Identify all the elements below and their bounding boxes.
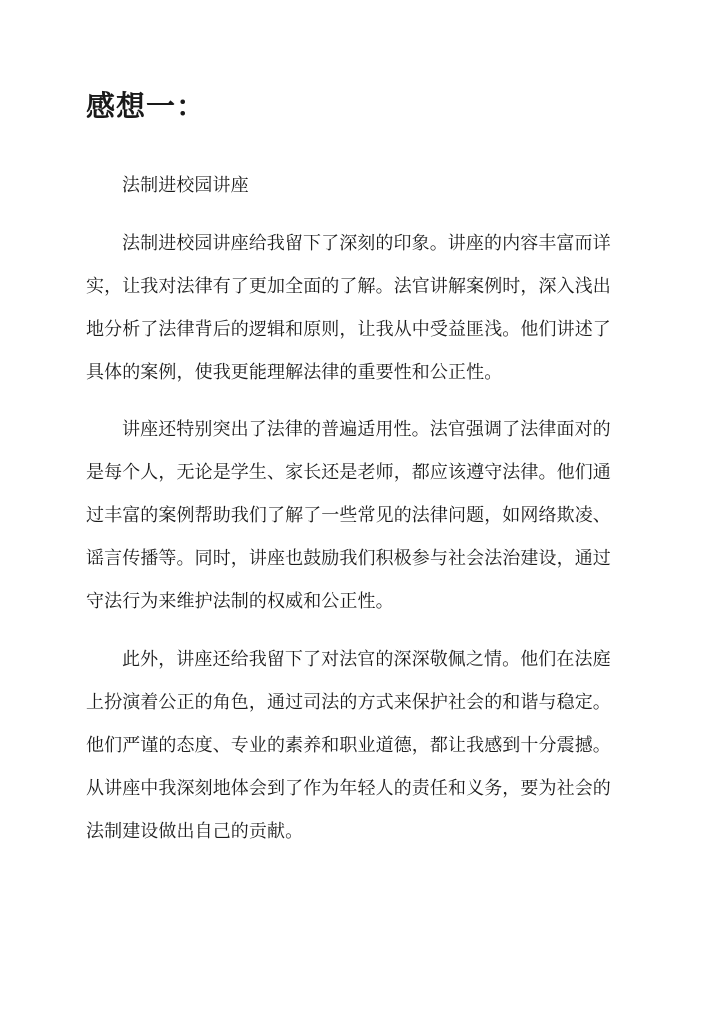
- paragraph-line: 讲座还特别突出了法律的普遍适用性。法官强调了法律面对的: [122, 419, 611, 440]
- paragraph-line: 过丰富的案例帮助我们了解了一些常见的法律问题，如网络欺凌、: [86, 505, 611, 526]
- paragraph-line: 从讲座中我深刻地体会到了作为年轻人的责任和义务，要为社会的: [86, 778, 611, 799]
- paragraph-line: 法制进校园讲座给我留下了深刻的印象。讲座的内容丰富而详: [122, 233, 611, 254]
- paragraph-line: 此外，讲座还给我留下了对法官的深深敬佩之情。他们在法庭: [122, 649, 611, 670]
- paragraph-line: 法制建设做出自己的贡献。: [86, 821, 304, 842]
- paragraph-line: 守法行为来维护法制的权威和公正性。: [86, 591, 394, 612]
- paragraph-line: 是每个人，无论是学生、家长还是老师，都应该遵守法律。他们通: [86, 462, 611, 483]
- paragraph-line: 谣言传播等。同时，讲座也鼓励我们积极参与社会法治建设，通过: [86, 548, 611, 569]
- document-subtitle: 法制进校园讲座: [122, 175, 249, 196]
- paragraph-line: 具体的案例，使我更能理解法律的重要性和公正性。: [86, 362, 503, 383]
- page-title: 感想一：: [86, 89, 207, 123]
- paragraph-line: 地分析了法律背后的逻辑和原则，让我从中受益匪浅。他们讲述了: [86, 319, 611, 340]
- paragraph-line: 实，让我对法律有了更加全面的了解。法官讲解案例时，深入浅出: [86, 276, 611, 297]
- paragraph-line: 上扮演着公正的角色，通过司法的方式来保护社会的和谐与稳定。: [86, 692, 611, 713]
- paragraph-line: 他们严谨的态度、专业的素养和职业道德，都让我感到十分震撼。: [86, 735, 611, 756]
